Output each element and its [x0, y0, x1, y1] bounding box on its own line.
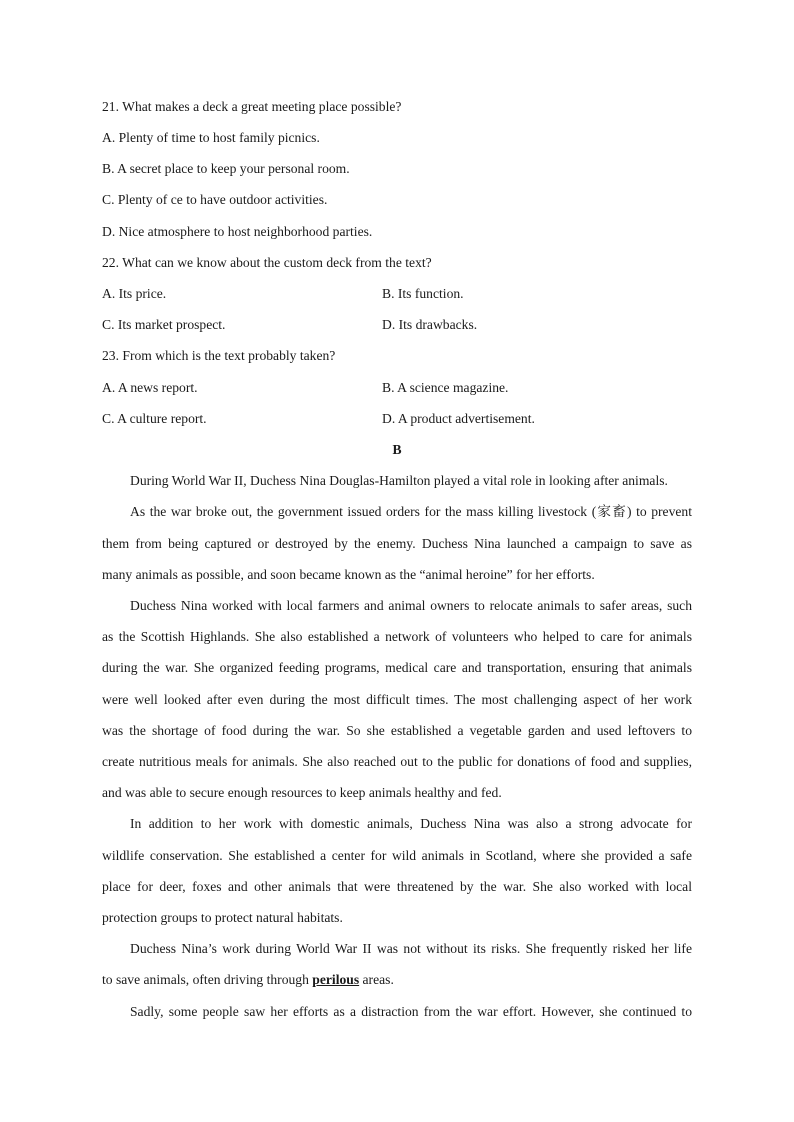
question-21: 21. What makes a deck a great meeting place possible? — [102, 99, 402, 114]
question-22: 22. What can we know about the custom deck from the text? — [102, 255, 432, 270]
passage-line: protection groups to protect natural habitats. — [102, 910, 343, 925]
passage-line — [102, 971, 394, 989]
q22-option-c: C. Its market prospect. — [102, 317, 226, 332]
passage-line: Duchess Nina worked with local farmers and animal owners to relocate animals to safer areas, such — [130, 598, 692, 613]
q21-option-c: C. Plenty of ce to have outdoor activities. — [102, 192, 328, 207]
passage-line: create nutritious meals for animals. She also reached out to the public for donations of food and supplies, — [102, 754, 692, 769]
q21-option-b: B. A secret place to keep your personal room. — [102, 161, 350, 176]
section-heading: B — [392, 442, 402, 457]
q21-option-a: A. Plenty of time to host family picnics. — [102, 130, 320, 145]
passage-line: Sadly, some people saw her efforts as a distraction from the war effort. However, she continued to — [130, 1004, 692, 1019]
passage-line: were well looked after even during the most difficult times. The most challenging aspect of her work — [102, 692, 692, 707]
passage-line: During World War II, Duchess Nina Douglas-Hamilton played a vital role in looking after animals. — [130, 473, 668, 488]
passage-text: areas. — [359, 972, 394, 987]
passage-line: as the Scottish Highlands. She also established a network of volunteers who helped to care for animals — [102, 629, 692, 644]
passage-text: to save animals, often driving through — [102, 972, 313, 987]
passage-line: and was able to secure enough resources to keep animals healthy and fed. — [102, 785, 502, 800]
passage-line: wildlife conservation. She established a center for wild animals in Scotland, where she provided a safe — [102, 848, 692, 863]
passage-line: many animals as possible, and soon became known as the “animal heroine” for her efforts. — [102, 567, 595, 582]
passage-line: As the war broke out, the government issued orders for the mass killing livestock (家畜) to prevent — [130, 504, 692, 519]
q23-option-b: B. A science magazine. — [382, 380, 509, 395]
passage-line: In addition to her work with domestic animals, Duchess Nina was also a strong advocate for — [130, 816, 692, 831]
passage-line: during the war. She organized feeding programs, medical care and transportation, ensuring that animals — [102, 660, 692, 675]
passage-line: them from being captured or destroyed by the enemy. Duchess Nina launched a campaign to save as — [102, 536, 692, 551]
q22-option-d: D. Its drawbacks. — [382, 317, 478, 332]
question-23: 23. From which is the text probably taken? — [102, 348, 336, 363]
underlined-word: perilous — [312, 972, 360, 987]
q21-option-d: D. Nice atmosphere to host neighborhood parties. — [102, 224, 373, 239]
q22-option-a: A. Its price. — [102, 286, 167, 301]
q23-option-d: D. A product advertisement. — [382, 411, 535, 426]
passage-line: Duchess Nina’s work during World War II was not without its risks. She frequently risked her life — [130, 941, 692, 956]
passage-line: was the shortage of food during the war. So she established a vegetable garden and used leftovers to — [102, 723, 692, 738]
passage-line: place for deer, foxes and other animals that were threatened by the war. She also worked with local — [102, 879, 692, 894]
q22-option-b: B. Its function. — [382, 286, 464, 301]
q23-option-c: C. A culture report. — [102, 411, 207, 426]
q23-option-a: A. A news report. — [102, 380, 198, 395]
